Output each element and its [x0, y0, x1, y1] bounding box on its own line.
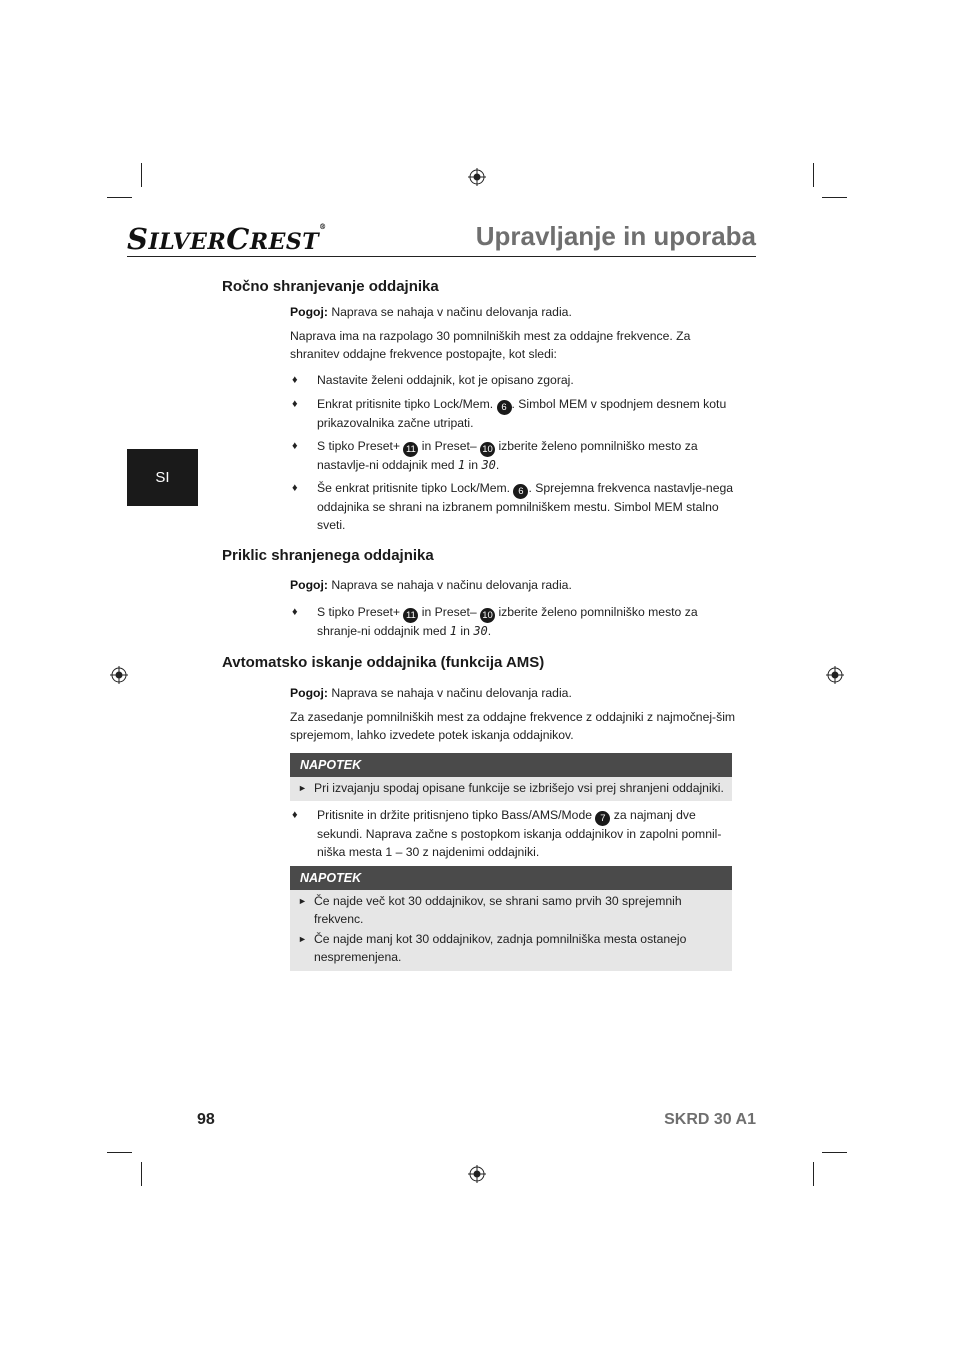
section-heading: Ročno shranjevanje oddajnika: [222, 278, 439, 295]
key-number-badge: 11: [403, 608, 418, 623]
key-number-badge: 6: [497, 400, 512, 415]
note-box: [290, 866, 732, 971]
note-title: NAPOTEK: [290, 753, 732, 777]
paragraph: Za zasedanje pomnilniških mest za oddajne frekvence z oddajniki z najmočnej-šim sprejemom, lahko izvedete potek iskanja oddajnikov.: [290, 710, 736, 742]
section-heading: Avtomatsko iskanje oddajnika (funkcija AMS): [222, 654, 545, 671]
condition-text: Pogoj: Naprava se nahaja v načinu delovanja radia.: [290, 686, 572, 700]
bullet-icon: ♦: [292, 606, 298, 618]
bullet-icon: ♦: [292, 809, 298, 821]
key-number-badge: 10: [480, 442, 495, 457]
registration-mark-icon: [468, 1165, 486, 1183]
header-divider: [127, 256, 756, 257]
brand-logo: SILVERCREST®: [127, 222, 327, 256]
note-box: [290, 753, 732, 801]
arrow-icon: ►: [298, 896, 307, 906]
note-item: ► Pri izvajanju spodaj opisane funkcije se izbrišejo vsi prej shranjeni oddajniki.: [290, 780, 732, 798]
key-number-badge: 7: [595, 811, 610, 826]
paragraph: Naprava ima na razpolago 30 pomnilniških mest za oddajne frekvence. Za shranitev oddajne frekvence postopajte, kot sledi:: [290, 329, 691, 361]
key-number-badge: 10: [480, 608, 495, 623]
bullet-icon: ♦: [292, 374, 298, 386]
condition-text: Pogoj: Naprava se nahaja v načinu delovanja radia.: [290, 305, 572, 319]
registration-mark-icon: [468, 168, 486, 186]
condition-text: Pogoj: Naprava se nahaja v načinu delovanja radia.: [290, 578, 572, 592]
note-item: ► Če najde manj kot 30 oddajnikov, zadnja pomnilniška mesta ostanejo nespremenjena.: [298, 932, 687, 964]
registration-mark-icon: [110, 666, 128, 684]
note-item: ► Če najde več kot 30 oddajnikov, se shrani samo prvih 30 sprejemnih frekvenc.: [298, 894, 682, 926]
registration-mark-icon: [826, 666, 844, 684]
model-number: SKRD 30 A1: [664, 1111, 756, 1128]
bullet-icon: ♦: [292, 440, 298, 452]
key-number-badge: 6: [513, 484, 528, 499]
arrow-icon: ►: [298, 783, 307, 793]
page-title: Upravljanje in uporaba: [475, 221, 756, 251]
key-number-badge: 11: [403, 442, 418, 457]
note-title: NAPOTEK: [290, 866, 732, 890]
bullet-icon: ♦: [292, 482, 298, 494]
arrow-icon: ►: [298, 934, 307, 944]
page-number: 98: [197, 1111, 215, 1128]
bullet-icon: ♦: [292, 398, 298, 410]
language-tab: SI: [127, 449, 198, 506]
section-heading: Priklic shranjenega oddajnika: [222, 547, 434, 564]
